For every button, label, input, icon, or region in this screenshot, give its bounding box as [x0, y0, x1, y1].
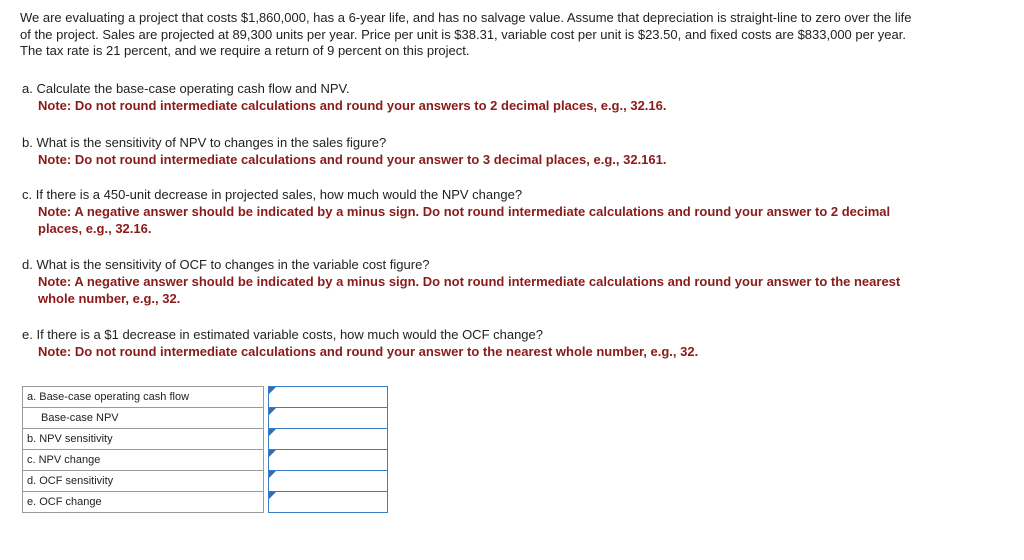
base-case-npv-input[interactable] — [269, 409, 387, 427]
part-a-note: Note: Do not round intermediate calculations and round your answers to 2 decimal places, e.g., 32.16. — [38, 98, 667, 113]
part-a — [22, 80, 922, 114]
table-row — [23, 408, 388, 429]
row-label-ocf-sensitivity: d. OCF sensitivity — [23, 471, 264, 492]
answer-field-npv-sensitivity[interactable] — [269, 429, 388, 450]
table-row — [23, 471, 388, 492]
row-label-base-case-ocf: a. Base-case operating cash flow — [23, 387, 264, 408]
part-c-note: Note: A negative answer should be indicated by a minus sign. Do not round intermediate calculations and round your answer to 2 decimal places, e.g., 32.16. — [38, 204, 891, 236]
answer-field-base-case-ocf[interactable] — [269, 387, 388, 408]
table-row — [23, 429, 388, 450]
answer-field-npv-change[interactable] — [269, 450, 388, 471]
part-e-note: Note: Do not round intermediate calculations and round your answer to the nearest whole number, e.g., 32. — [38, 344, 699, 359]
part-d-question: d. What is the sensitivity of OCF to changes in the variable cost figure? — [22, 257, 430, 272]
answer-table — [22, 386, 388, 513]
part-c — [22, 186, 922, 237]
npv-sensitivity-input[interactable] — [269, 430, 387, 448]
part-c-question: c. If there is a 450-unit decrease in projected sales, how much would the NPV change? — [22, 187, 523, 202]
part-b — [22, 134, 922, 168]
table-row — [23, 450, 388, 471]
table-row — [23, 492, 388, 513]
part-b-note: Note: Do not round intermediate calculations and round your answer to 3 decimal places, e.g., 32.161. — [38, 152, 667, 167]
part-a-question: a. Calculate the base-case operating cash flow and NPV. — [22, 81, 350, 96]
answer-field-ocf-change[interactable] — [269, 492, 388, 513]
answer-field-base-case-npv[interactable] — [269, 408, 388, 429]
part-e-question: e. If there is a $1 decrease in estimated variable costs, how much would the OCF change? — [22, 327, 543, 342]
row-label-npv-change: c. NPV change — [23, 450, 264, 471]
part-d — [22, 256, 922, 307]
part-b-question: b. What is the sensitivity of NPV to changes in the sales figure? — [22, 135, 387, 150]
row-label-ocf-change: e. OCF change — [23, 492, 264, 513]
row-label-base-case-npv: Base-case NPV — [23, 408, 264, 429]
part-d-note: Note: A negative answer should be indicated by a minus sign. Do not round intermediate calculations and round your answer to the nearest whole number, e.g., 32. — [38, 274, 901, 306]
ocf-change-input[interactable] — [269, 493, 387, 511]
problem-statement: We are evaluating a project that costs $1,860,000, has a 6-year life, and has no salvage value. Assume that depreciation is straight-line to zero over the life of the project. Sales are projected at 89,300 units per year. Price per unit is $38.31, variable cost per unit is $23.50, and fixed costs are $833,000 per year. The tax rate is 21 percent, and we require a return of 9 percent on this project. — [20, 10, 912, 58]
ocf-sensitivity-input[interactable] — [269, 472, 387, 490]
part-e — [22, 326, 922, 360]
answer-field-ocf-sensitivity[interactable] — [269, 471, 388, 492]
row-label-npv-sensitivity: b. NPV sensitivity — [23, 429, 264, 450]
table-row — [23, 387, 388, 408]
npv-change-input[interactable] — [269, 451, 387, 469]
base-case-ocf-input[interactable] — [269, 388, 387, 406]
